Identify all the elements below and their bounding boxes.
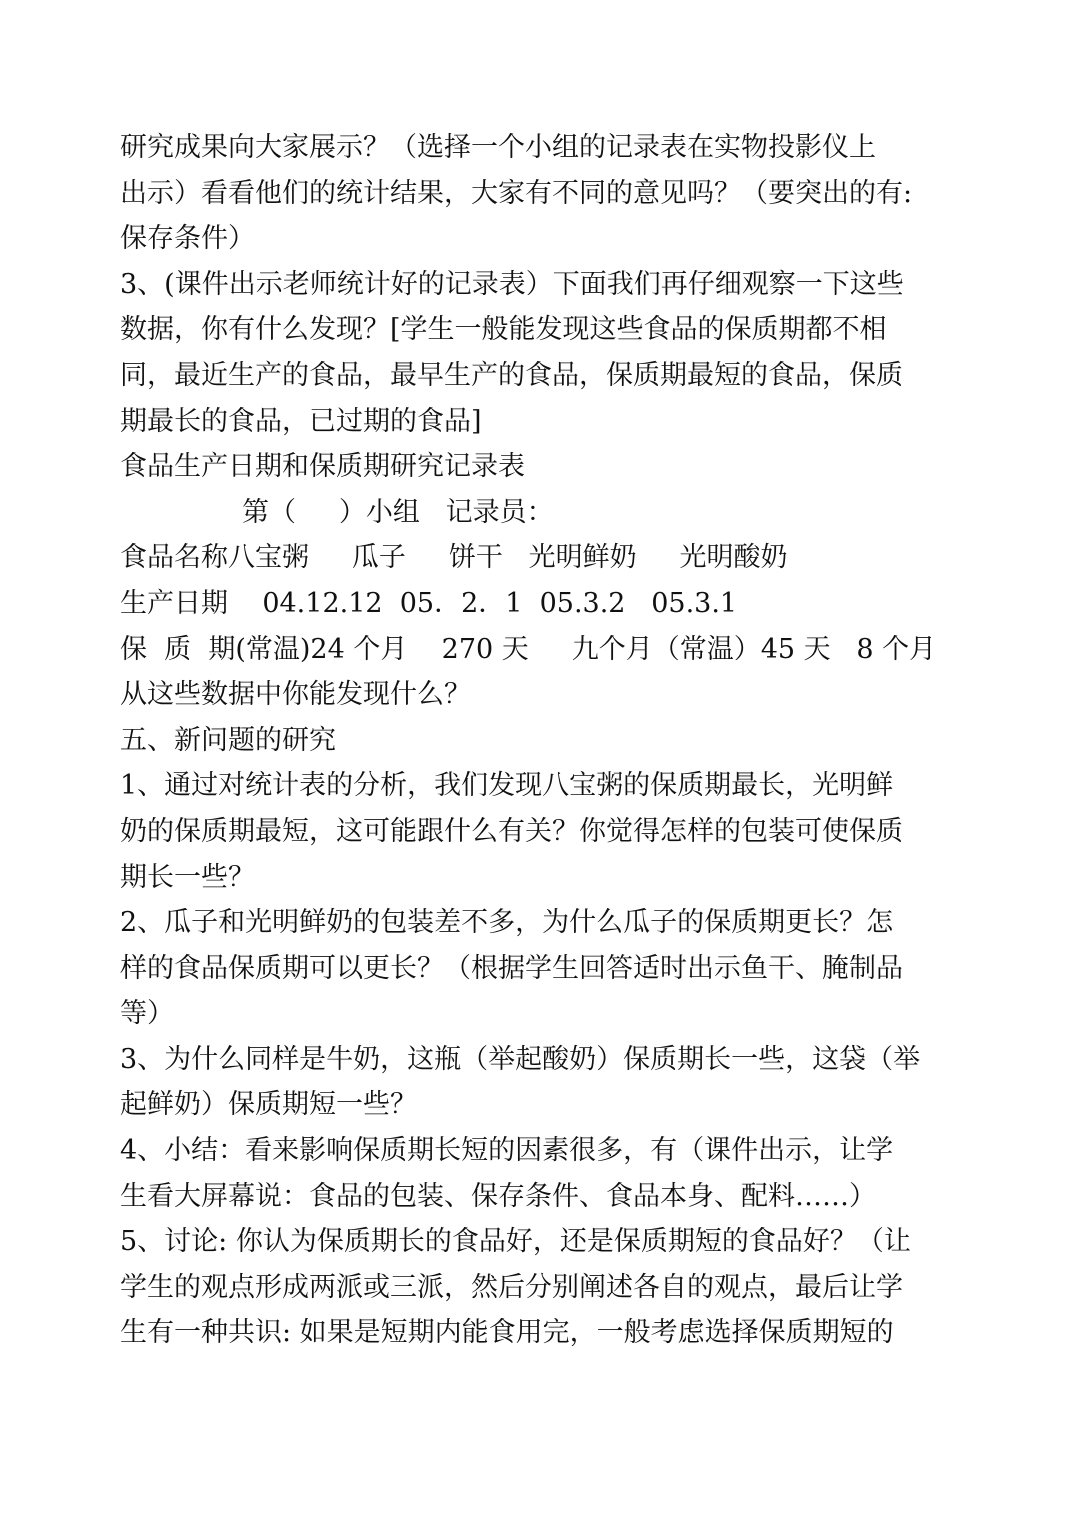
text-line: 期长一些？ (120, 861, 255, 893)
text-line: 从这些数据中你能发现什么？ (120, 679, 471, 711)
document-body (120, 125, 960, 1356)
table-title: 食品生产日期和保质期研究记录表 (120, 451, 525, 483)
section-heading: 五、新问题的研究 (120, 724, 336, 756)
text-line: 起鲜奶）保质期短一些？ (120, 1089, 417, 1121)
text-line: 3、为什么同样是牛奶，这瓶（举起酸奶）保质期长一些，这袋（举 (120, 1043, 921, 1075)
text-line: 奶的保质期最短，这可能跟什么有关？你觉得怎样的包装可使保质 (120, 815, 903, 847)
text-line: 同，最近生产的食品，最早生产的食品，保质期最短的食品，保质 (120, 359, 903, 391)
text-line: 出示）看看他们的统计结果，大家有不同的意见吗？（要突出的有: (120, 177, 913, 209)
text-line: 数据，你有什么发现？[学生一般能发现这些食品的保质期都不相 (120, 314, 887, 346)
table-row-shelf-life: 保 质 期(常温)24 个月 270 天 九个月（常温）45 天 8 个月 (120, 633, 937, 665)
text-line: 5、讨论: 你认为保质期长的食品好，还是保质期短的食品好？（让 (120, 1226, 911, 1258)
text-line: 期最长的食品，已过期的食品] (120, 405, 482, 437)
text-line: 样的食品保质期可以更长？（根据学生回答适时出示鱼干、腌制品 (120, 952, 903, 984)
text-line: 等） (120, 998, 174, 1030)
text-line: 生有一种共识: 如果是短期内能食用完，一般考虑选择保质期短的 (120, 1317, 894, 1349)
text-line: 4、小结：看来影响保质期长短的因素很多，有（课件出示，让学 (120, 1135, 894, 1167)
text-line: 保存条件） (120, 223, 255, 255)
text-line: 2、瓜子和光明鲜奶的包装差不多，为什么瓜子的保质期更长？怎 (120, 907, 894, 939)
text-line: 学生的观点形成两派或三派，然后分别阐述各自的观点，最后让学 (120, 1271, 903, 1303)
text-line: 1、通过对统计表的分析，我们发现八宝粥的保质期最长，光明鲜 (120, 770, 894, 802)
table-row-production-dates: 生产日期 04.12.12 05．2．1 05.3.2 05.3.1 (120, 587, 738, 619)
text-line: 3、(课件出示老师统计好的记录表）下面我们再仔细观察一下这些 (120, 268, 904, 300)
table-row-food-names: 食品名称八宝粥 瓜子 饼干 光明鲜奶 光明酸奶 (120, 542, 788, 574)
text-line: 研究成果向大家展示？（选择一个小组的记录表在实物投影仪上 (120, 132, 876, 163)
text-line: 生看大屏幕说：食品的包装、保存条件、食品本身、配料……） (120, 1180, 876, 1212)
group-recorder-line: 第（ ）小组 记录员： (242, 496, 554, 528)
